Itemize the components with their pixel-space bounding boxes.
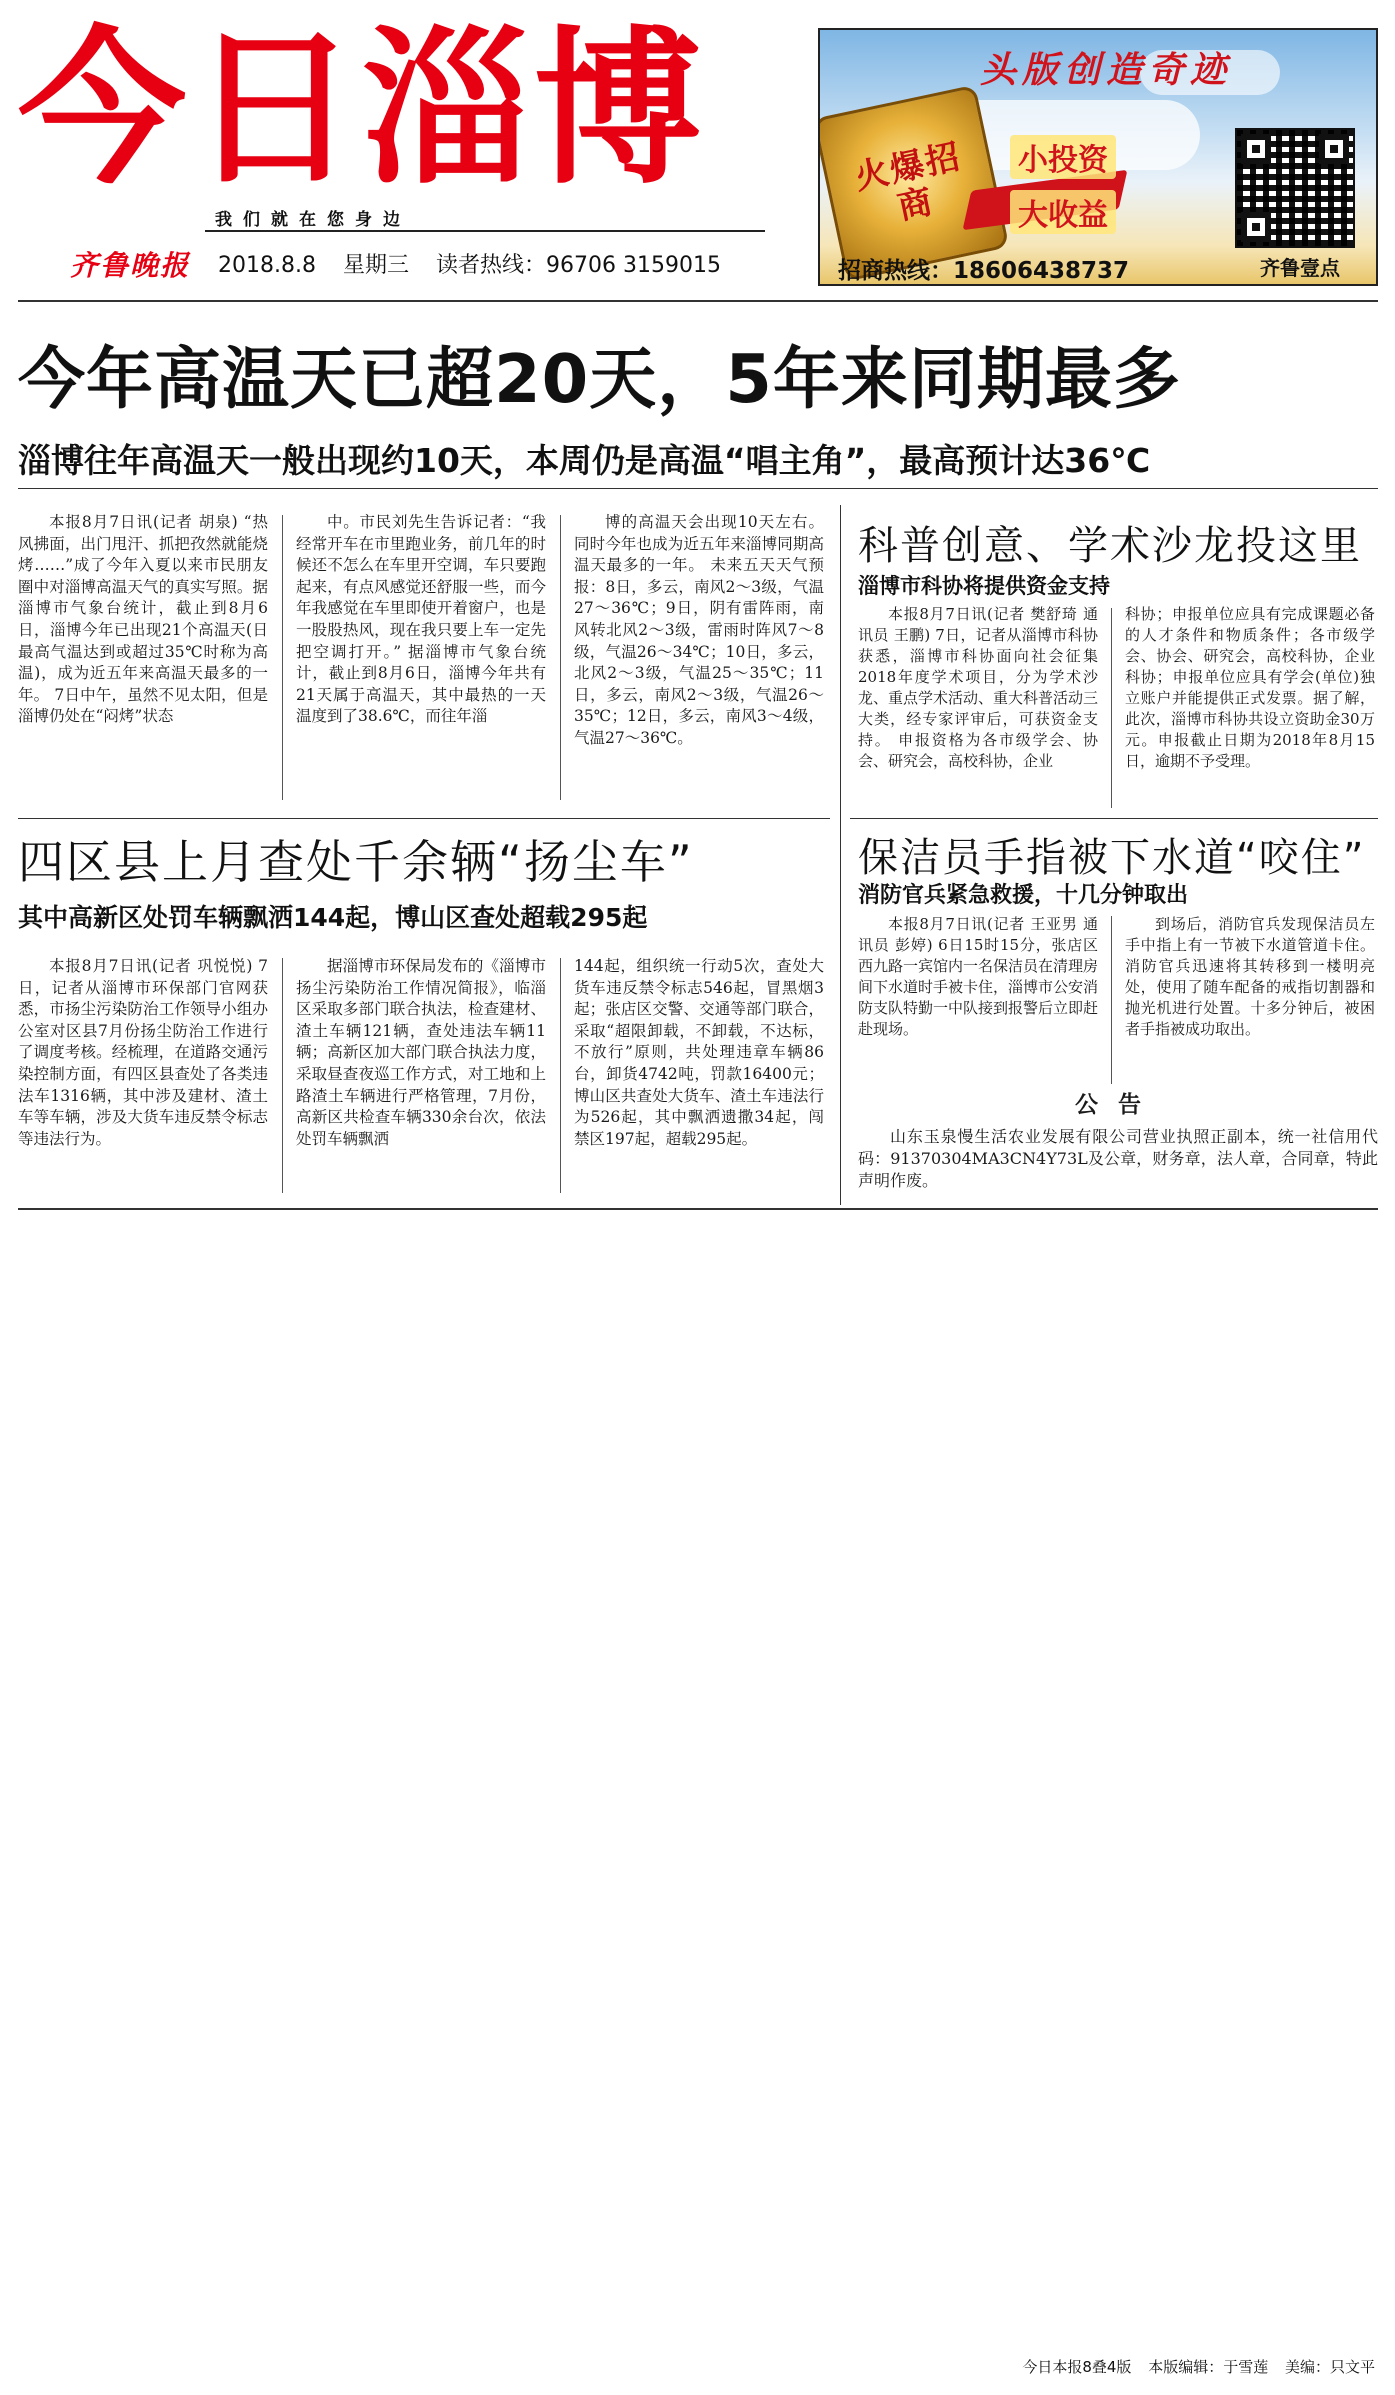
- rescue-column-2: 到场后，消防官兵发现保洁员左手中指上有一节被下水道管道卡住。消防官兵迅速将其转移到一楼明亮处，使用了随车配备的戒指切割器和抛光机进行处置。十多分钟后，被困者手指被成功取出。: [1125, 915, 1375, 1038]
- masthead-title: 今日淄博: [18, 11, 706, 207]
- ad-headline: 头版创造奇迹: [980, 50, 1233, 91]
- column-rule: [282, 958, 283, 1193]
- divider: [18, 300, 1378, 302]
- issue-weekday: 星期三: [342, 253, 409, 278]
- masthead-rule: [205, 230, 765, 232]
- ad-slogan-1: 小投资: [1010, 135, 1116, 179]
- masthead-slogan: 我们就在您身边: [215, 210, 411, 230]
- divider: [18, 488, 1378, 489]
- column-rule: [1111, 916, 1112, 1084]
- section-rule: [840, 505, 841, 1205]
- footer-editor: 本版编辑：于雪莲: [1148, 2358, 1269, 2376]
- dust-subhead: 其中高新区处罚车辆飘洒144起，博山区查处超载295起: [18, 903, 648, 932]
- newspaper-logo: 齐鲁晚报: [70, 249, 191, 282]
- divider: [850, 818, 1378, 819]
- lead-headline: 今年高温天已超20天，5年来同期最多: [18, 340, 1181, 418]
- ad-slogan-2: 大收益: [1010, 190, 1116, 234]
- rescue-subhead: 消防官兵紧急救援，十几分钟取出: [858, 883, 1189, 908]
- qr-eye-icon: [1241, 212, 1271, 242]
- science-column-1: 本报8月7日讯(记者 樊舒琦 通讯员 王鹏) 7日，记者从淄博市科协获悉，淄博市科协面向社会征集2018年度学术项目，分为学术沙龙、重点学术活动、重大科普活动三大类，经专家评审后，可获资金支持。 申报资格为各市级学会、协会、研究会，高校科协，企业: [858, 605, 1098, 770]
- dust-column-3: 144起，组织统一行动5次，查处大货车违反禁令标志546起，冒黑烟3起；张店区交警、交通等部门联合，采取“超限卸载，不卸载，不达标，不放行”原则，共处理违章车辆86台，卸货4742吨，罚款16400元；博山区共查处大货车、渣土车违法行为526起，其中飘洒遗撒34起，闯禁区197起，超载295起。: [574, 957, 824, 1148]
- rescue-column-1: 本报8月7日讯(记者 王亚男 通讯员 彭婷) 6日15时15分，张店区西九路一宾馆内一名保洁员在清理房间下水道时手被卡住，淄博市公安消防支队特勤一中队接到报警后立即赶赴现场。: [858, 915, 1098, 1038]
- advertisement[interactable]: [818, 28, 1378, 286]
- rescue-headline: 保洁员手指被下水道“咬住”: [858, 835, 1366, 881]
- dust-column-1: 本报8月7日讯(记者 巩悦悦) 7日，记者从淄博市环保部门官网获悉，市扬尘污染防治工作领导小组办公室对区县7月份扬尘防治工作进行了调度考核。经梳理，在道路交通污染控制方面，有四区县查处了各类违法车1316辆，其中涉及建材、渣土车等车辆，涉及大货车违反禁令标志等违法行为。: [18, 957, 268, 1148]
- science-column-2: 科协；申报单位应具有完成课题必备的人才条件和物质条件；各市级学会、协会、研究会，高校科协，企业科协；申报单位应具有学会(单位)独立账户并能提供正式发票。据了解，此次，淄博市科协共设立资助金30万元。申报截止日期为2018年8月15日，逾期不予受理。: [1125, 605, 1375, 770]
- footer-designer: 美编：只文平: [1284, 2358, 1375, 2376]
- qr-eye-icon: [1241, 134, 1271, 164]
- qr-code-icon[interactable]: [1235, 128, 1355, 248]
- column-rule: [560, 515, 561, 800]
- notice-text: 山东玉泉慢生活农业发展有限公司营业执照正副本，统一社信用代码：91370304MA3CN4Y73L及公章，财务章，法人章，合同章，特此声明作废。: [858, 1127, 1378, 1190]
- ad-hotline: 招商热线：18606438737: [838, 258, 1130, 284]
- reader-hotline: 读者热线：96706 3159015: [435, 253, 721, 278]
- science-subhead: 淄博市科协将提供资金支持: [858, 574, 1110, 598]
- ad-brand: 齐鲁壹点: [1260, 256, 1340, 280]
- divider: [18, 818, 830, 819]
- lead-column-2: 中。市民刘先生告诉记者：“我经常开车在市里跑业务，前几年的时候还不怎么在车里开空调，车只要跑起来，有点风感觉还舒服一些，而今年我感觉在车里即使开着窗户，也是一股股热风，现在我只要上车一定先把空调打开。” 据淄博市气象台统计，截止到8月6日，淄博今年共有21天属于高温天，其中最热的一天温度到了38.6℃，而往年淄: [296, 513, 546, 726]
- footer-edition: 今日本报8叠4版: [1022, 2358, 1132, 2376]
- lead-subhead: 淄博往年高温天一般出现约10天，本周仍是高温“唱主角”，最高预计达36℃: [18, 441, 1151, 480]
- column-rule: [1111, 608, 1112, 808]
- notice-title: 公告: [1075, 1092, 1161, 1118]
- ad-gold-text: 火爆招商: [851, 136, 966, 228]
- lead-column-1: 本报8月7日讯(记者 胡泉) “热风拂面，出门甩汗、抓把孜然就能烧烤……”成了今年入夏以来市民朋友圈中对淄博高温天气的真实写照。据淄博市气象台统计，截止到8月6日，淄博今年已出现21个高温天(日最高气温达到或超过35℃时称为高温)，成为近五年来高温天最多的一年。 7日中午，虽然不见太阳，但是淄博仍处在“闷烤”状态: [18, 513, 268, 726]
- qr-eye-icon: [1319, 134, 1349, 164]
- page-footer: [1010, 2356, 1375, 2377]
- dust-column-2: 据淄博市环保局发布的《淄博市扬尘污染防治工作情况简报》，临淄区采取多部门联合执法，检查建材、渣土车辆121辆，查处违法车辆11辆；高新区加大部门联合执法力度，采取昼查夜巡工作方式，对工地和上路渣土车辆进行严格管理，7月份，高新区共检查车辆330余台次，依法处罚车辆飘洒: [296, 957, 546, 1148]
- dust-headline: 四区县上月查处千余辆“扬尘车”: [18, 835, 694, 889]
- science-headline: 科普创意、学术沙龙投这里: [858, 523, 1362, 569]
- divider: [18, 1208, 1378, 1210]
- lead-column-3: 博的高温天会出现10天左右。同时今年也成为近五年来淄博同期高温天最多的一年。 未来五天天气预报：8日，多云，南风2～3级，气温27～36℃；9日，阴有雷阵雨，南风转北风2～3级，雷雨时阵风7～8级，气温26～34℃；10日，多云，北风2～3级，气温25～35℃；11日，多云，南风2～3级，气温26～35℃；12日，多云，南风3～4级，气温27～36℃。: [574, 513, 824, 747]
- column-rule: [560, 958, 561, 1193]
- masthead-date-line: [218, 248, 741, 279]
- issue-date: 2018.8.8: [218, 253, 316, 278]
- column-rule: [282, 515, 283, 800]
